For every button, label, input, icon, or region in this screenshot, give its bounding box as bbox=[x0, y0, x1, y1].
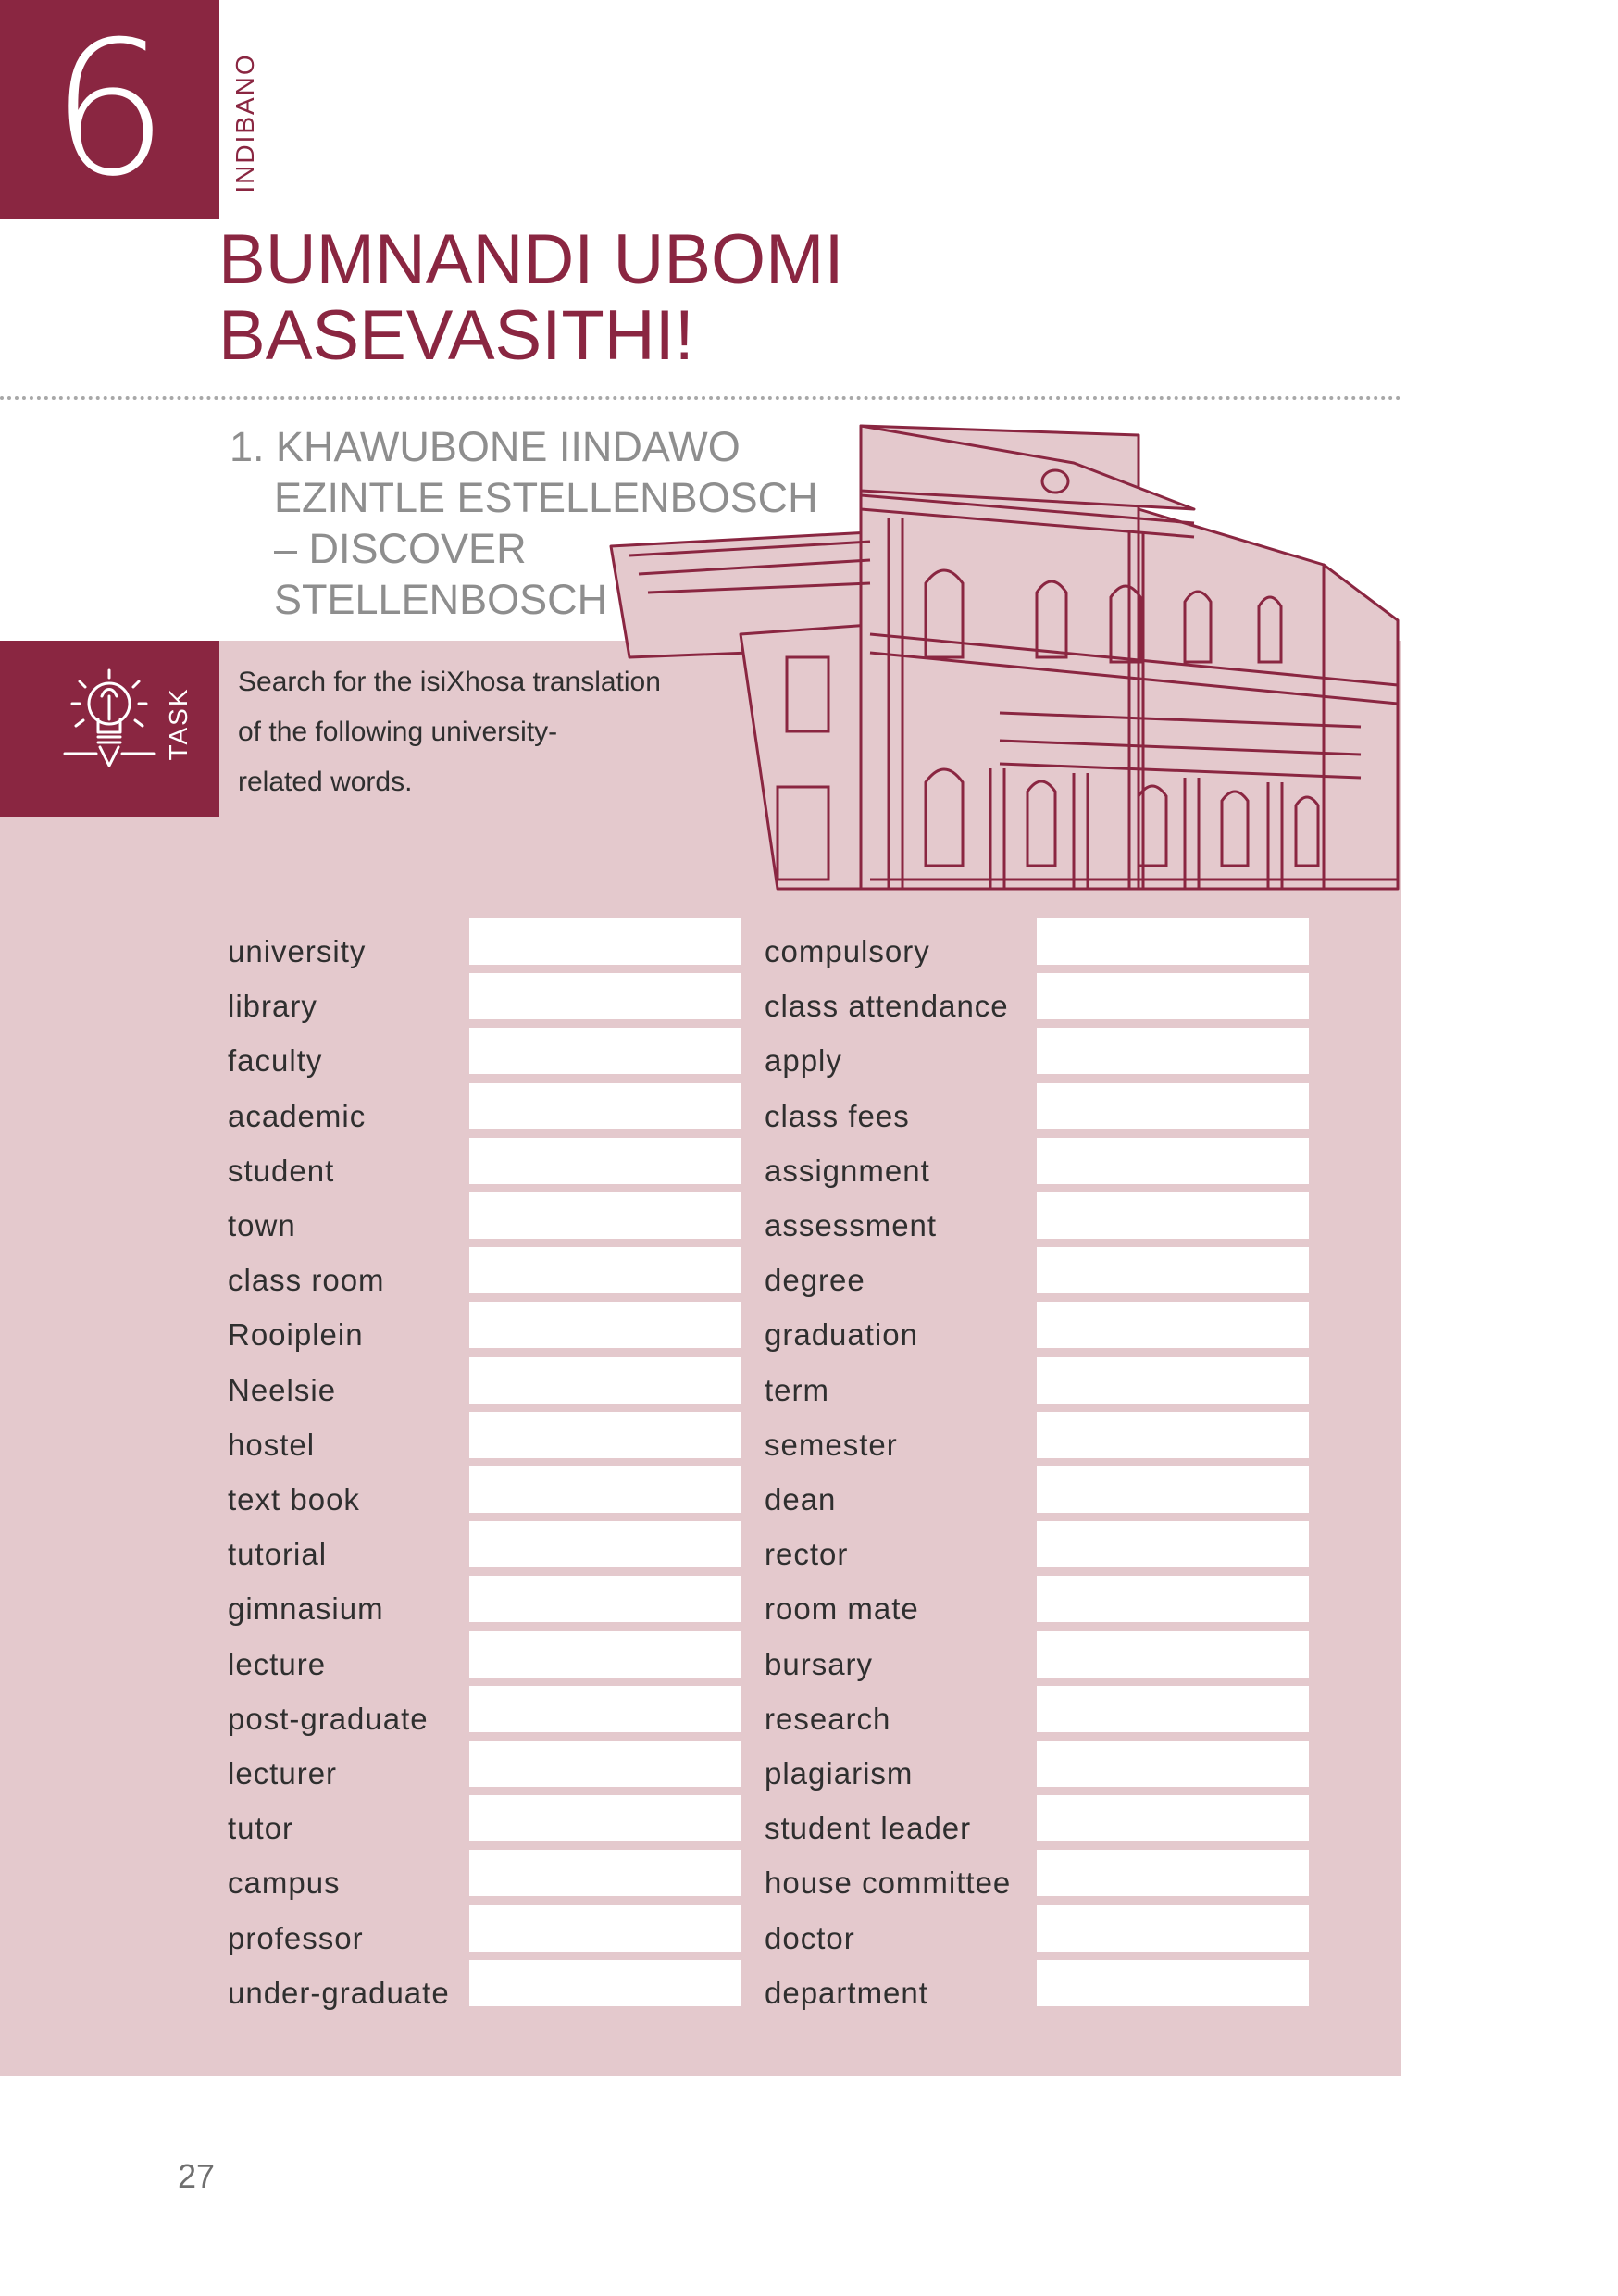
answer-field-right[interactable] bbox=[1037, 1741, 1309, 1787]
dotted-divider bbox=[0, 396, 1401, 400]
answer-field-right[interactable] bbox=[1037, 1905, 1309, 1952]
vocab-word-left: lecturer bbox=[228, 1756, 338, 1791]
answer-field-right[interactable] bbox=[1037, 1028, 1309, 1074]
answer-field-right[interactable] bbox=[1037, 1576, 1309, 1622]
page-title-line1: BUMNANDI UBOMI bbox=[218, 220, 844, 299]
answer-field-left[interactable] bbox=[469, 1741, 741, 1787]
vocab-word-right: plagiarism bbox=[765, 1756, 914, 1791]
answer-field-right[interactable] bbox=[1037, 1466, 1309, 1513]
answer-field-left[interactable] bbox=[469, 1960, 741, 2006]
vocab-word-right: department bbox=[765, 1975, 928, 2010]
vocab-word-right: class fees bbox=[765, 1098, 910, 1133]
answer-field-left[interactable] bbox=[469, 1302, 741, 1348]
vocab-word-right: house committee bbox=[765, 1866, 1012, 1901]
vocab-word-right: dean bbox=[765, 1482, 837, 1516]
answer-field-right[interactable] bbox=[1037, 1138, 1309, 1184]
vocab-word-left: university bbox=[228, 934, 367, 968]
vocab-word-right: class attendance bbox=[765, 989, 1009, 1024]
answer-field-left[interactable] bbox=[469, 1192, 741, 1239]
vocab-word-left: campus bbox=[228, 1866, 341, 1901]
vocab-word-left: gimnasium bbox=[228, 1591, 384, 1627]
chapter-label-text: INDIBANO bbox=[230, 53, 259, 193]
answer-field-right[interactable] bbox=[1037, 1247, 1309, 1293]
vocab-word-right: doctor bbox=[765, 1920, 855, 1955]
answer-field-right[interactable] bbox=[1037, 1521, 1309, 1567]
answer-field-left[interactable] bbox=[469, 1850, 741, 1896]
task-instruction-line2: of the following university- bbox=[238, 717, 558, 747]
section-heading-line2: EZINTLE ESTELLENBOSCH bbox=[274, 474, 818, 521]
answer-field-left[interactable] bbox=[469, 1795, 741, 1841]
section-heading-line3: – DISCOVER bbox=[274, 525, 527, 572]
task-label-text: TASK bbox=[164, 687, 193, 761]
page-title-line2: BASEVASITHI! bbox=[218, 296, 694, 375]
chapter-label bbox=[229, 44, 262, 202]
vocab-word-left: text book bbox=[228, 1482, 360, 1516]
answer-field-left[interactable] bbox=[469, 973, 741, 1019]
vocab-word-left: tutorial bbox=[228, 1537, 328, 1572]
vocab-word-left: academic bbox=[228, 1098, 367, 1133]
vocab-word-right: assessment bbox=[765, 1208, 938, 1242]
answer-field-left[interactable] bbox=[469, 1357, 741, 1404]
page-title bbox=[218, 222, 1144, 374]
answer-field-right[interactable] bbox=[1037, 1302, 1309, 1348]
answer-field-right[interactable] bbox=[1037, 1357, 1309, 1404]
vocab-word-left: hostel bbox=[228, 1427, 316, 1462]
vocab-word-left: class room bbox=[228, 1263, 385, 1298]
vocab-word-right: student leader bbox=[765, 1811, 972, 1846]
vocab-word-right: semester bbox=[765, 1427, 898, 1462]
page-number: 27 bbox=[178, 2157, 216, 2195]
task-label bbox=[162, 668, 195, 780]
vocab-word-right: apply bbox=[765, 1043, 842, 1079]
lightbulb-pencil-icon bbox=[63, 668, 156, 772]
answer-field-right[interactable] bbox=[1037, 1795, 1309, 1841]
vocab-word-left: post-graduate bbox=[228, 1701, 429, 1736]
task-instruction-line3: related words. bbox=[238, 767, 413, 797]
answer-field-right[interactable] bbox=[1037, 1412, 1309, 1458]
section-heading-line4: STELLENBOSCH bbox=[274, 576, 608, 623]
chapter-number: 6 bbox=[50, 1, 169, 218]
section-heading-line1: 1. KHAWUBONE IINDAWO bbox=[230, 423, 741, 470]
vocab-word-right: term bbox=[765, 1372, 829, 1407]
vocab-word-left: student bbox=[228, 1153, 335, 1188]
task-instruction-line1: Search for the isiXhosa translation bbox=[238, 667, 661, 697]
vocab-word-left: professor bbox=[228, 1920, 364, 1955]
vocab-word-left: under-graduate bbox=[228, 1975, 450, 2010]
answer-field-right[interactable] bbox=[1037, 1686, 1309, 1732]
vocab-word-right: degree bbox=[765, 1263, 865, 1298]
vocab-word-left: library bbox=[228, 989, 317, 1024]
answer-field-left[interactable] bbox=[469, 1905, 741, 1952]
answer-field-right[interactable] bbox=[1037, 1960, 1309, 2006]
vocab-word-right: rector bbox=[765, 1537, 849, 1572]
answer-field-right[interactable] bbox=[1037, 1192, 1309, 1239]
vocab-word-left: tutor bbox=[228, 1811, 294, 1846]
vocab-word-right: room mate bbox=[765, 1591, 919, 1627]
answer-field-left[interactable] bbox=[469, 1576, 741, 1622]
vocab-word-right: graduation bbox=[765, 1317, 918, 1353]
task-instruction bbox=[238, 657, 719, 807]
answer-field-left[interactable] bbox=[469, 1466, 741, 1513]
vocab-word-left: Neelsie bbox=[228, 1372, 337, 1407]
vocab-word-right: compulsory bbox=[765, 934, 930, 968]
answer-field-right[interactable] bbox=[1037, 1631, 1309, 1678]
answer-field-left[interactable] bbox=[469, 1631, 741, 1678]
answer-field-left[interactable] bbox=[469, 918, 741, 965]
vocab-word-left: faculty bbox=[228, 1043, 323, 1079]
answer-field-right[interactable] bbox=[1037, 1850, 1309, 1896]
answer-field-left[interactable] bbox=[469, 1412, 741, 1458]
answer-field-right[interactable] bbox=[1037, 973, 1309, 1019]
chapter-number-block bbox=[0, 0, 219, 219]
answer-field-right[interactable] bbox=[1037, 1083, 1309, 1129]
vocab-word-left: town bbox=[228, 1208, 296, 1242]
answer-field-left[interactable] bbox=[469, 1083, 741, 1129]
answer-field-left[interactable] bbox=[469, 1686, 741, 1732]
vocab-word-right: research bbox=[765, 1701, 891, 1736]
vocab-word-right: bursary bbox=[765, 1646, 874, 1681]
vocab-word-right: assignment bbox=[765, 1153, 930, 1188]
vocab-word-left: Rooiplein bbox=[228, 1317, 364, 1353]
answer-field-left[interactable] bbox=[469, 1521, 741, 1567]
answer-field-left[interactable] bbox=[469, 1138, 741, 1184]
answer-field-right[interactable] bbox=[1037, 918, 1309, 965]
answer-field-left[interactable] bbox=[469, 1028, 741, 1074]
section-heading bbox=[230, 421, 877, 625]
vocab-word-left: lecture bbox=[228, 1646, 327, 1681]
answer-field-left[interactable] bbox=[469, 1247, 741, 1293]
